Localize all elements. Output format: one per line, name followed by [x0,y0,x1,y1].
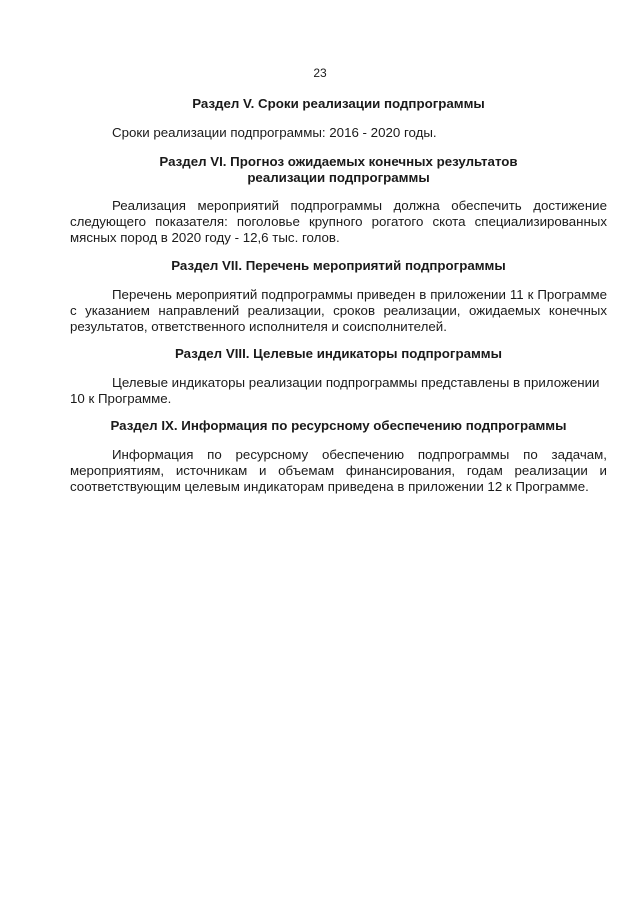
section-9-heading: Раздел IX. Информация по ресурсному обеспечению подпрограммы [110,418,567,433]
section-5-text: Сроки реализации подпрограммы: 2016 - 2020 годы. [112,125,437,140]
section-6-heading-line1: Раздел VI. Прогноз ожидаемых конечных результатов [159,154,518,169]
page-number: 23 [313,66,327,80]
section-6-heading-line2: реализации подпрограммы [247,170,430,185]
section-8-text: Целевые индикаторы реализации подпрограммы представлены в приложении 10 к Программе. [70,375,600,406]
section-7-heading: Раздел VII. Перечень мероприятий подпрограммы [171,258,506,273]
section-8-heading: Раздел VIII. Целевые индикаторы подпрограммы [174,346,502,361]
section-9-text: Информация по ресурсному обеспечению подпрограммы по задачам, мероприятиям, источникам и объемам финансирования, годам реализации и соответствующим целевым индикаторам приведена в приложении 12 к Программе. [70,447,607,494]
section-6-text: Реализация мероприятий подпрограммы должна обеспечить достижение следующего показателя: поголовье крупного рогатого скота специализированных мясных пород в 2020 году - 12,6 тыс. голов. [70,198,607,245]
section-5-heading: Раздел V. Сроки реализации подпрограммы [192,96,485,111]
section-7-text: Перечень мероприятий подпрограммы приведен в приложении 11 к Программе с указанием направлений реализации, сроков реализации, ожидаемых конечных результатов, ответственного исполнителя и соисполнителей. [70,287,607,334]
